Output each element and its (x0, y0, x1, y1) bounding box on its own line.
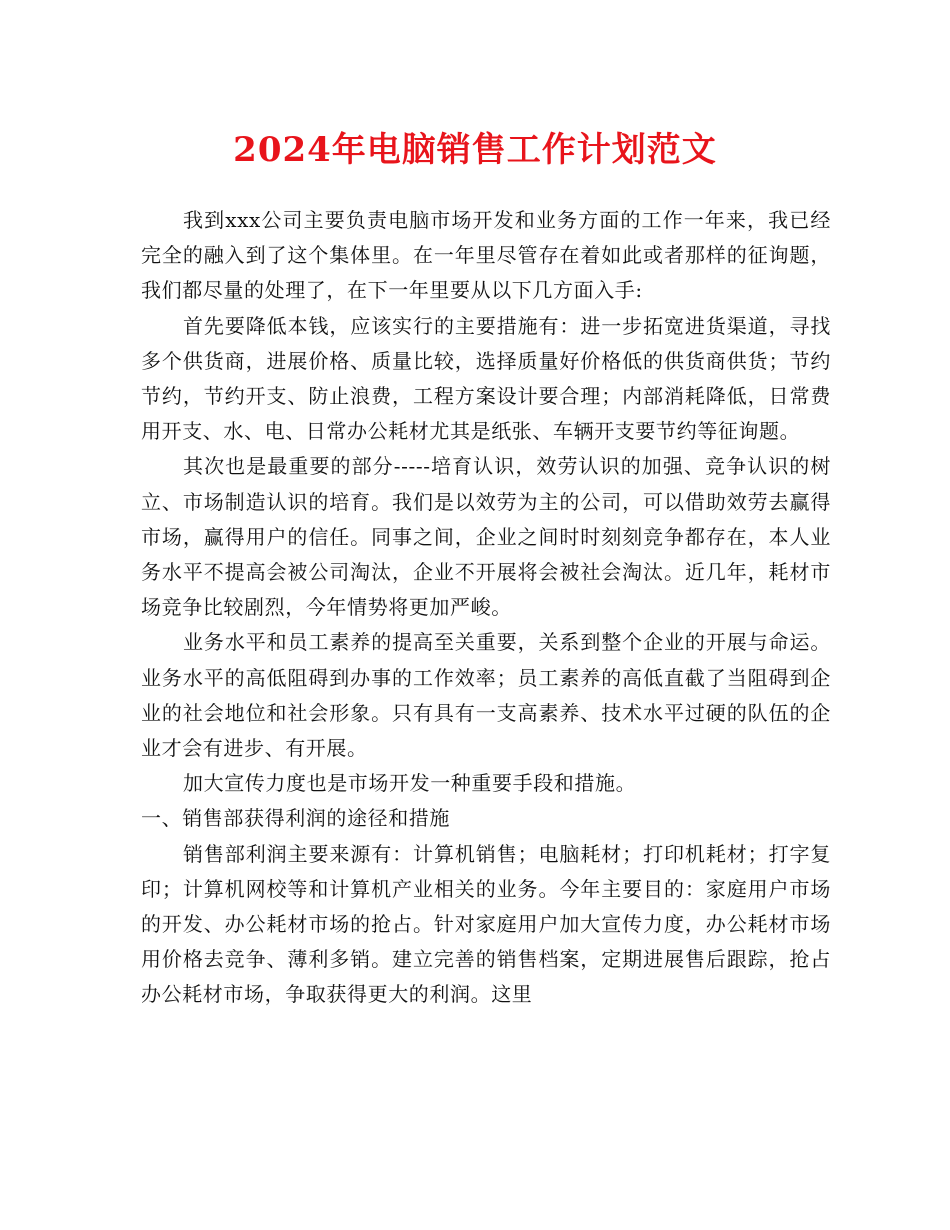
paragraph-intro: 我到xxx公司主要负责电脑市场开发和业务方面的工作一年来，我已经完全的融入到了这个集体里。在一年里尽管存在着如此或者那样的征询题，我们都尽量的处理了，在下一年里要从以下几方面入手: (141, 208, 831, 303)
paragraph-service-awareness: 其次也是最重要的部分-----培育认识，效劳认识的加强、竞争认识的树立、市场制造认识的培育。我们是以效劳为主的公司，可以借助效劳去赢得市场，赢得用户的信任。同事之间，企业之间时时刻刻竞争都存在，本人业务水平不提高会被公司淘汰，企业不开展将会被社会淘汰。近几年，耗材市场竞争比较剧烈，今年情势将更加严峻。 (141, 454, 831, 620)
section-heading-profit: 一、销售部获得利润的途径和措施 (141, 806, 450, 831)
document-title: 2024年电脑销售工作计划范文 (233, 130, 717, 170)
paragraph-publicity: 加大宣传力度也是市场开发一种重要手段和措施。 (183, 771, 637, 796)
paragraph-profit-sources: 销售部利润主要来源有：计算机销售；电脑耗材；打印机耗材；打字复印；计算机网校等和计算机产业相关的业务。今年主要目的：家庭用户市场的开发、办公耗材市场的抢占。针对家庭用户加大宣传力度，办公耗材市场用价格去竞争、薄利多销。建立完善的销售档案，定期进展售后跟踪，抢占办公耗材市场，争取获得更大的利润。这里 (141, 841, 831, 1007)
document-body (141, 203, 831, 1013)
paragraph-cost-reduction: 首先要降低本钱，应该实行的主要措施有：进一步拓宽进货渠道，寻找多个供货商，进展价格、质量比较，选择质量好价格低的供货商供货；节约节约，节约开支、防止浪费，工程方案设计要合理；内部消耗降低，日常费用开支、水、电、日常办公耗材尤其是纸张、车辆开支要节约等征询题。 (141, 313, 831, 444)
paragraph-staff-quality: 业务水平和员工素养的提高至关重要，关系到整个企业的开展与命运。业务水平的高低阻碍到办事的工作效率；员工素养的高低直截了当阻碍到企业的社会地位和社会形象。只有具有一支高素养、技术水平过硬的队伍的企业才会有进步、有开展。 (141, 630, 831, 761)
